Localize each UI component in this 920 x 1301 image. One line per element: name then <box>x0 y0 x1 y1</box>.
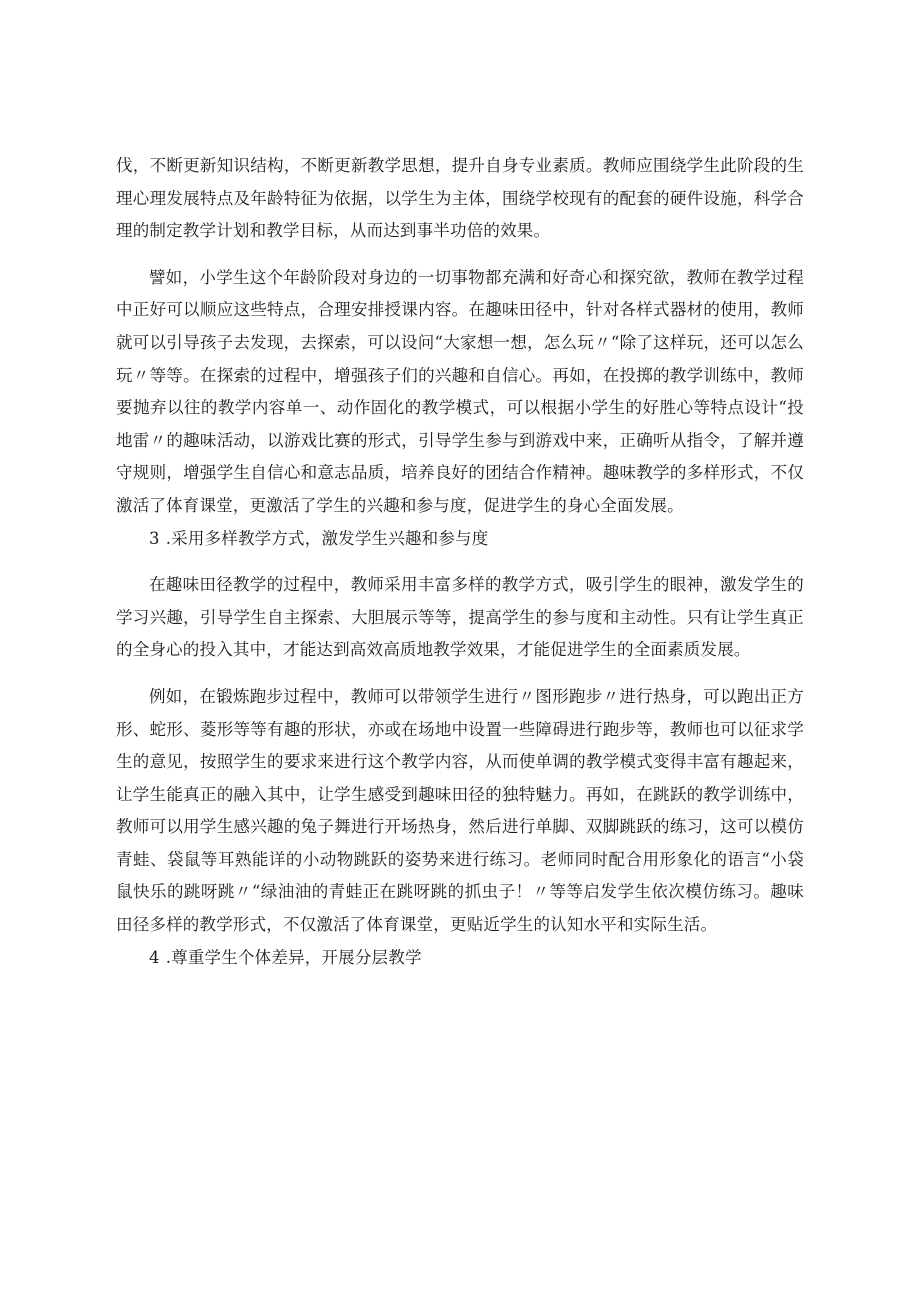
paragraph-example-running: 例如，在锻炼跑步过程中，教师可以带领学生进行〃图形跑步〃进行热身，可以跑出正方形、蛇形、菱形等等有趣的形状，亦或在场地中设置一些障碍进行跑步等，教师也可以征求学生的意见，按照学生的要求来进行这个教学内容，从而使单调的教学模式变得丰富有趣起来，让学生能真正的融入其中，让学生感受到趣味田径的独特魅力。再如，在跳跃的教学训练中，教师可以用学生感兴趣的兔子舞进行开场热身，然后进行单脚、双脚跳跃的练习，这可以模仿青蛙、袋鼠等耳熟能详的小动物跳跃的姿势来进行练习。老师同时配合用形象化的语言“小袋鼠快乐的跳呀跳〃“绿油油的青蛙正在跳呀跳的抓虫子！〃等等启发学生依次模仿练习。趣味田径多样的教学形式，不仅激活了体育课堂，更贴近学生的认知水平和实际生活。 <box>116 686 804 935</box>
paragraph-example-exploration: 譬如，小学生这个年龄阶段对身边的一切事物都充满和好奇心和探究欲，教师在教学过程中正好可以顺应这些特点，合理安排授课内容。在趣味田径中，针对各样式器材的使用，教师就可以引导孩子去发现，去探索，可以设问“大家想一想，怎么玩〃“除了这样玩，还可以怎么玩〃等等。在探索的过程中，增强孩子们的兴趣和自信心。再如，在投掷的教学训练中，教师要抛弃以往的教学内容单一、动作固化的教学模式，可以根据小学生的好胜心等特点设计“投地雷〃的趣味活动，以游戏比赛的形式，引导学生参与到游戏中来，正确听从指令，了解并遵守规则，增强学生自信心和意志品质，培养良好的团结合作精神。趣味教学的多样形式，不仅激活了体育课堂，更激活了学生的兴趣和参与度，促进学生的身心全面发展。 <box>116 267 804 515</box>
section-number: 4 <box>149 947 160 967</box>
section-heading-4 <box>116 942 804 975</box>
paragraph-teaching-methods: 在趣味田径教学的过程中，教师采用丰富多样的教学方式，吸引学生的眼神，激发学生的学习兴趣，引导学生自主探索、大胆展示等等，提高学生的参与度和主动性。只有让学生真正的全身心的投入其中，才能达到高效高质地教学效果，才能促进学生的全面素质发展。 <box>116 575 804 660</box>
section-title: .采用多样教学方式，激发学生兴趣和参与度 <box>165 528 489 548</box>
paragraph-continued: 伐，不断更新知识结构，不断更新教学思想，提升自身专业素质。教师应围绕学生此阶段的生理心理发展特点及年龄特征为依据，以学生为主体，围绕学校现有的配套的硬件设施，科学合理的制定教学计划和教学目标，从而达到事半功倍的效果。 <box>116 156 804 241</box>
section-title: .尊重学生个体差异，开展分层教学 <box>165 947 422 967</box>
section-heading-3 <box>116 523 804 556</box>
section-number: 3 <box>149 528 160 548</box>
document-page <box>116 150 804 974</box>
